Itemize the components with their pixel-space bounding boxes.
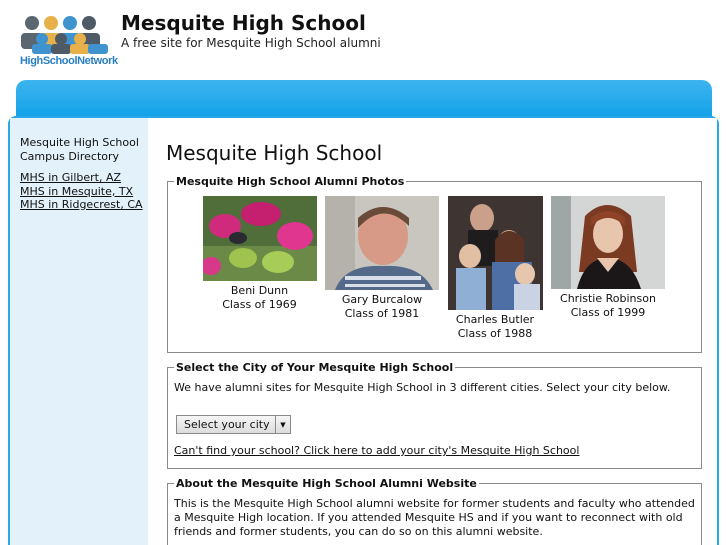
alumni-photo-image bbox=[325, 196, 439, 290]
sidebar-link-gilbert[interactable]: MHS in Gilbert, AZ bbox=[20, 171, 122, 184]
chevron-down-icon: ▼ bbox=[275, 416, 290, 433]
logo-wordmark: HighSchoolNetwork bbox=[20, 55, 118, 67]
alumni-class: Class of 1969 bbox=[222, 298, 297, 311]
alumni-class: Class of 1988 bbox=[457, 327, 533, 340]
alumni-photo-image bbox=[203, 196, 317, 281]
alumni-photo-4[interactable] bbox=[551, 196, 665, 320]
city-intro-text: We have alumni sites for Mesquite High School in 3 different cities. Select your city below. bbox=[174, 381, 671, 394]
alumni-name: Beni Dunn bbox=[230, 284, 289, 297]
about-text: This is the Mesquite High School alumni website for former students and faculty who attended a Mesquite High location. If you attended Mesquite HS and if you want to reconnect with old friends and former students, you can do so on this alumni website. bbox=[174, 497, 695, 538]
select-city-legend: Select the City of Your Mesquite High School bbox=[176, 361, 454, 374]
alumni-name: Gary Burcalow bbox=[341, 293, 423, 306]
alumni-name: Christie Robinson bbox=[560, 292, 656, 305]
page-title: Mesquite High School bbox=[166, 141, 383, 165]
alumni-photo-2[interactable] bbox=[325, 196, 439, 321]
alumni-class: Class of 1981 bbox=[344, 307, 420, 320]
alumni-class: Class of 1999 bbox=[570, 306, 646, 319]
site-title: Mesquite High School bbox=[121, 11, 366, 35]
alumni-photo-1[interactable] bbox=[202, 196, 317, 312]
add-school-link[interactable]: Can't find your school? Click here to add your city's Mesquite High School bbox=[174, 444, 580, 457]
alumni-photo-image bbox=[448, 196, 543, 310]
header-band bbox=[16, 80, 712, 116]
sidebar-links bbox=[20, 171, 143, 212]
about-legend: About the Mesquite High School Alumni Website bbox=[176, 477, 477, 490]
city-select[interactable] bbox=[176, 415, 291, 434]
sidebar-heading: Mesquite High School Campus Directory bbox=[20, 136, 139, 163]
alumni-photos-legend: Mesquite High School Alumni Photos bbox=[176, 175, 405, 188]
alumni-name: Charles Butler bbox=[455, 313, 535, 326]
alumni-photo-image bbox=[551, 196, 665, 289]
sidebar-link-mesquite[interactable]: MHS in Mesquite, TX bbox=[20, 184, 134, 198]
site-logo[interactable] bbox=[18, 14, 118, 70]
city-select-value: Select your city bbox=[184, 418, 270, 431]
sidebar-link-ridgecrest[interactable]: MHS in Ridgecrest, CA bbox=[20, 198, 143, 211]
alumni-photo-3[interactable] bbox=[447, 196, 543, 341]
site-tagline: A free site for Mesquite High School alumni bbox=[121, 36, 381, 50]
